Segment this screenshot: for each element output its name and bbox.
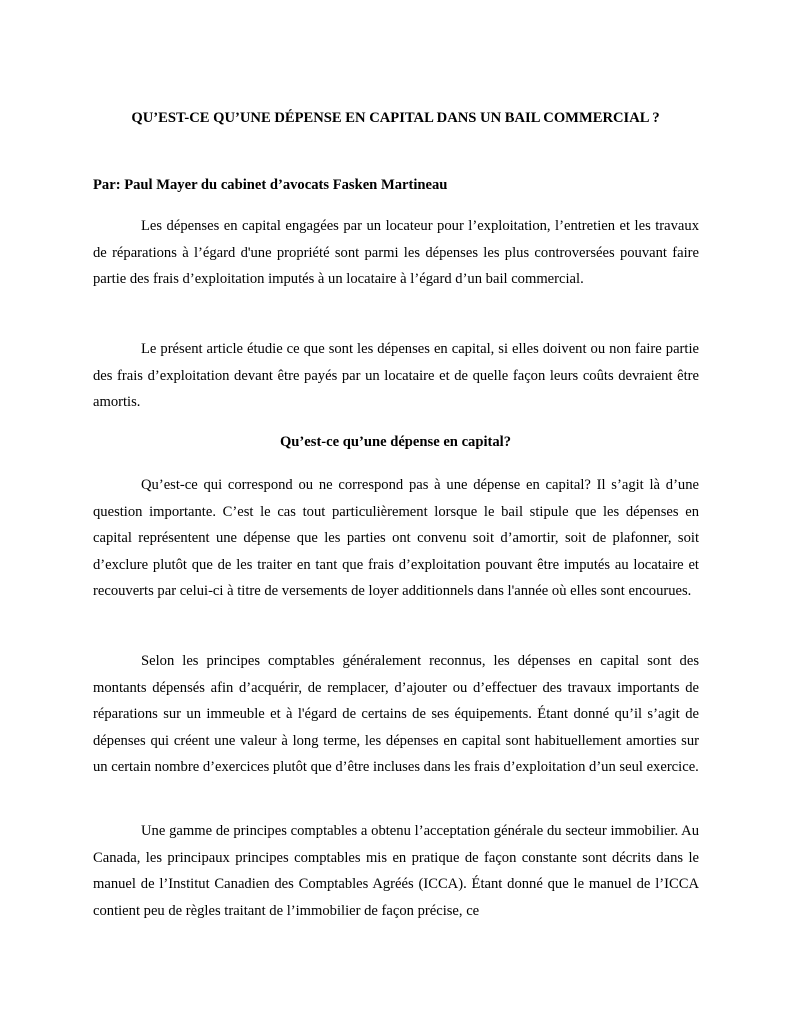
paragraph-intro: Les dépenses en capital engagées par un locateur pour l’exploitation, l’entretien et les travaux de réparations à l’égard d'une propriété sont parmi les dépenses les plus controversées pouvant faire partie des frais d’exploitation imputés à un locataire à l’égard d’un bail commercial.	[93, 218, 699, 288]
paragraph-accounting-principles: Selon les principes comptables généralement reconnus, les dépenses en capital sont des montants dépensés afin d’acquérir, de remplacer, d’ajouter ou d’effectuer des travaux importants de réparations sur un immeuble et à l'égard de certains de ses équipements. Étant donné qu’il s’agit de dépenses qui créent une valeur à long terme, les dépenses en capital sont habituellement amorties sur un certain nombre d’exercices plutôt que d’être incluses dans les frais d’exploitation d’un seul exercice.	[93, 653, 699, 776]
document-title: QU’EST-CE QU’UNE DÉPENSE EN CAPITAL DANS UN BAIL COMMERCIAL ?	[131, 110, 660, 126]
author-byline: Par: Paul Mayer du cabinet d’avocats Fasken Martineau	[93, 177, 448, 193]
paragraph-icca: Une gamme de principes comptables a obtenu l’acceptation générale du secteur immobilier. Au Canada, les principaux principes comptables mis en pratique de façon constante sont décrits dans le manuel de l’Institut Canadien des Comptables Agréés (ICCA). Étant donné que le manuel de l’ICCA contient peu de règles traitant de l’immobilier de façon précise, ce	[93, 823, 699, 919]
section-heading: Qu’est-ce qu’une dépense en capital?	[279, 434, 512, 450]
paragraph-definition: Qu’est-ce qui correspond ou ne correspond pas à une dépense en capital? Il s’agit là d’une question importante. C’est le cas tout particulièrement lorsque le bail stipule que les dépenses en capital représentent une dépense que les parties ont convenu soit d’amortir, soit de plafonner, soit d’exclure plutôt que de les traiter en tant que frais d’exploitation pouvant être imputés au locataire et recouverts par celui-ci à titre de versements de loyer additionnels dans l'année où elles sont encourues.	[93, 477, 699, 600]
paragraph-scope: Le présent article étudie ce que sont les dépenses en capital, si elles doivent ou non faire partie des frais d’exploitation devant être payés par un locataire et de quelle façon leurs coûts devraient être amortis.	[93, 341, 699, 411]
